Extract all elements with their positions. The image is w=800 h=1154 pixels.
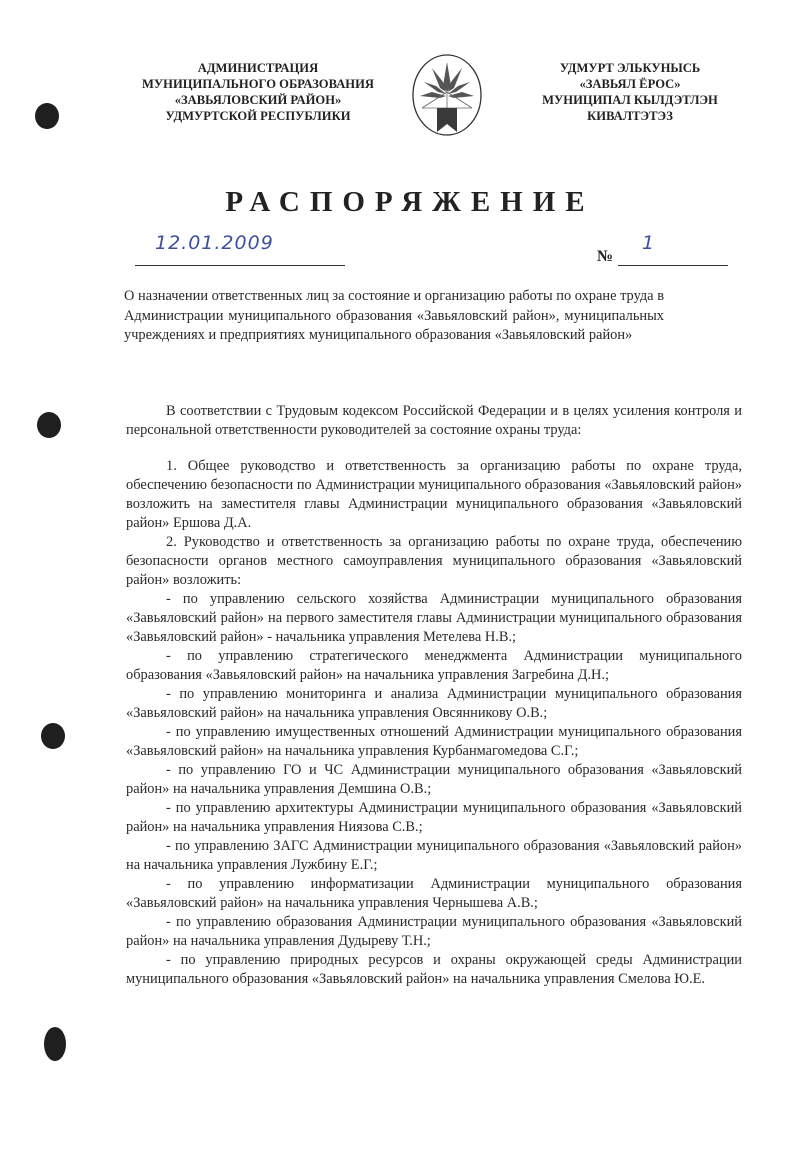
- issuer-name-udmurt: [520, 60, 740, 124]
- issuer-line: КИВАЛТЭТЭЗ: [587, 109, 673, 123]
- list-item: - по управлению мониторинга и анализа Администрации муниципального образования «Завьяловский район» на начальника управления Овсянникову О.В.;: [126, 686, 742, 721]
- number-label: №: [597, 248, 614, 265]
- list-item: - по управлению природных ресурсов и охраны окружающей среды Администрации муниципального образования «Завьяловский район» на начальника управления Смелова Ю.Е.: [126, 952, 742, 987]
- list-item: - по управлению стратегического менеджмента Администрации муниципального образования «Завьяловский район» на начальника управления Загребина Д.Н.;: [126, 648, 742, 683]
- list-item: - по управлению ЗАГС Администрации муниципального образования «Завьяловский район» на начальника управления Лужбину Е.Г.;: [126, 838, 742, 873]
- issuer-line: УДМУРТ ЭЛЬКУНЫСЬ: [559, 61, 701, 75]
- issuer-line: АДМИНИСТРАЦИЯ: [197, 61, 319, 75]
- list-item: - по управлению сельского хозяйства Администрации муниципального образования «Завьяловский район» на первого заместителя главы Администрации муниципального образования «Завьяловский район» - начальника управления Метелева Н.В.;: [126, 591, 742, 645]
- document-subject: О назначении ответственных лиц за состояние и организацию работы по охране труда в Администрации муниципального образования «Завьяловский район», муниципальных учреждениях и предприятиях муниципального образования «Завьяловский район»: [124, 288, 664, 343]
- punch-hole: [41, 723, 65, 749]
- issuer-line: УДМУРТСКОЙ РЕСПУБЛИКИ: [165, 109, 351, 123]
- preamble: В соответствии с Трудовым кодексом Российской Федерации и в целях усиления контроля и персональной ответственности руководителей за состояние охраны труда:: [126, 403, 742, 438]
- issuer-line: МУНИЦИПАЛ КЫЛДЭТЛЭН: [542, 93, 718, 107]
- coat-of-arms-icon: [410, 52, 484, 138]
- punch-hole: [35, 103, 59, 129]
- document-number: 1: [642, 232, 655, 254]
- document-body: [126, 402, 742, 989]
- issuer-name-russian: [118, 60, 398, 124]
- list-item: - по управлению образования Администрации муниципального образования «Завьяловский район» на начальника управления Дудыреву Т.Н.;: [126, 914, 742, 949]
- number-underline: [618, 265, 728, 266]
- list-item: - по управлению имущественных отношений Администрации муниципального образования «Завьяловский район» на начальника управления Курбанмагомедова С.Г.;: [126, 724, 742, 759]
- issuer-line: «ЗАВЬЯЛОВСКИЙ РАЙОН»: [174, 93, 342, 107]
- issuer-line: МУНИЦИПАЛЬНОГО ОБРАЗОВАНИЯ: [142, 77, 374, 91]
- issuer-line: «ЗАВЬЯЛ ЁРОС»: [579, 77, 681, 91]
- document-title: РАСПОРЯЖЕНИЕ: [225, 186, 595, 218]
- list-item: - по управлению ГО и ЧС Администрации муниципального образования «Завьяловский район» на начальника управления Демшина О.В.;: [126, 762, 742, 797]
- date-underline: [135, 265, 345, 266]
- document-date: 12.01.2009: [155, 232, 274, 254]
- punch-hole: [37, 412, 61, 438]
- paragraph: 2. Руководство и ответственность за организацию работы по охране труда, обеспечению безопасности органов местного самоуправления муниципального образования «Завьяловский район» возложить:: [126, 534, 742, 588]
- list-item: - по управлению информатизации Администрации муниципального образования «Завьяловский район» на начальника управления Чернышева А.В.;: [126, 876, 742, 911]
- paragraph: 1. Общее руководство и ответственность за организацию работы по охране труда, обеспечению безопасности по Администрации муниципального образования «Завьяловский район» возложить на заместителя главы Администрации муниципального образования «Завьяловский район» Ершова Д.А.: [126, 458, 742, 531]
- list-item: - по управлению архитектуры Администрации муниципального образования «Завьяловский район» на начальника управления Ниязова С.В.;: [126, 800, 742, 835]
- punch-hole: [44, 1027, 66, 1061]
